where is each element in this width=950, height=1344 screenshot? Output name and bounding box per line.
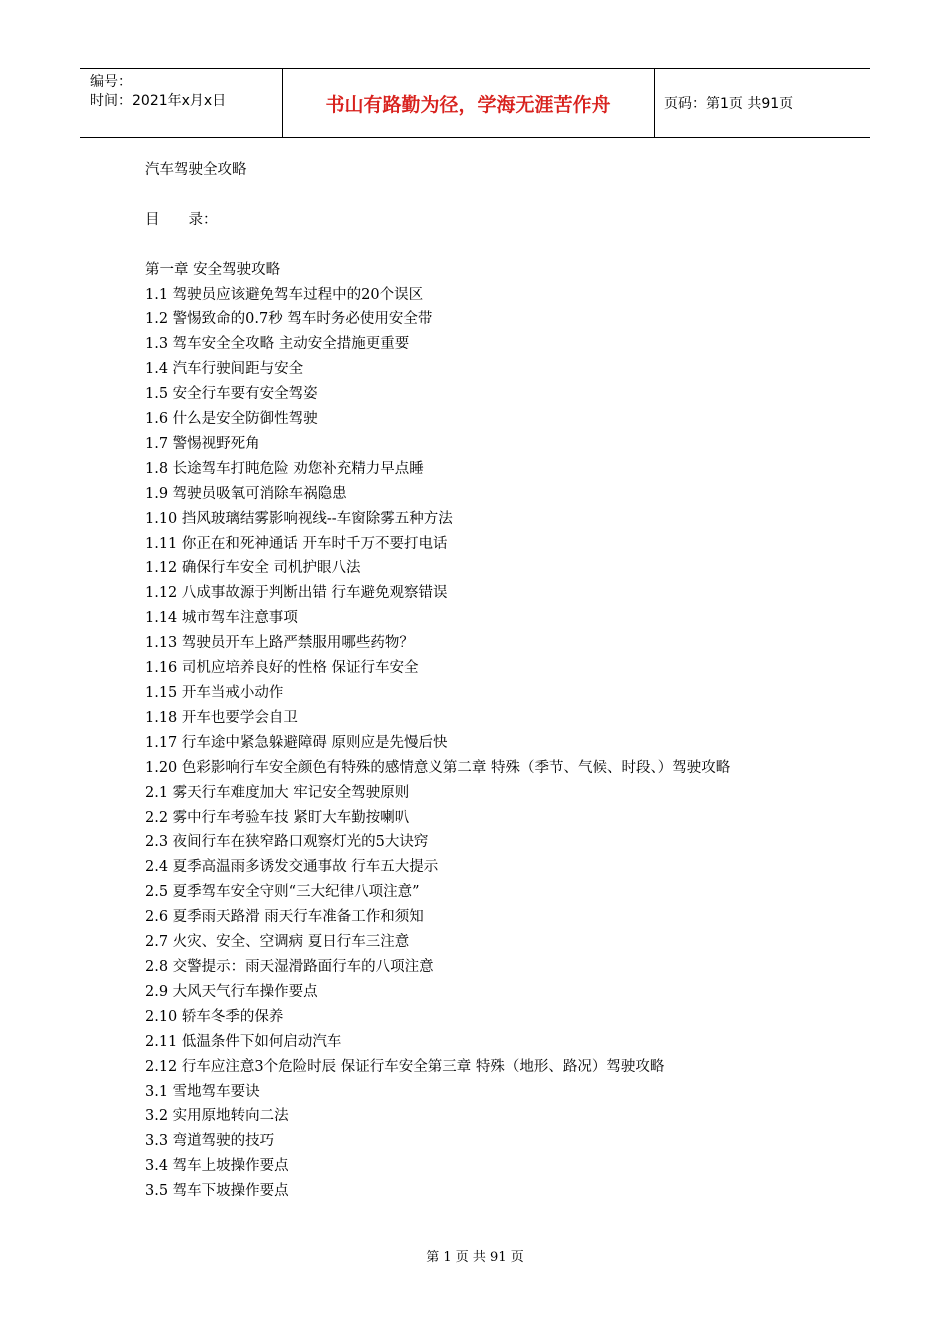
toc-entry: 2.8 交警提示：雨天湿滑路面行车的八项注意 (145, 958, 434, 975)
header-meta (90, 73, 226, 111)
toc-entry: 第一章 安全驾驶攻略 (145, 261, 281, 278)
toc-entry: 1.12 确保行车安全 司机护眼八法 (145, 560, 361, 577)
serial-number-label: 编号： (90, 74, 132, 90)
header-motto: 书山有路勤为径，学海无涯苦作舟 (325, 93, 611, 116)
toc-entry: 1.17 行车途中紧急躲避障碍 原则应是先慢后快 (145, 734, 448, 751)
header-divider (654, 69, 655, 137)
toc-entry: 3.4 驾车上坡操作要点 (145, 1158, 289, 1175)
document-body (145, 158, 815, 1204)
toc-entry: 1.16 司机应培养良好的性格 保证行车安全 (145, 660, 419, 677)
toc-entry: 2.5 夏季驾车安全守则“三大纪律八项注意” (145, 884, 420, 901)
toc-entry: 2.3 夜间行车在狭窄路口观察灯光的5大诀窍 (145, 834, 429, 851)
toc-entry: 1.1 驾驶员应该避免驾车过程中的20个误区 (145, 286, 424, 303)
toc-entry: 1.4 汽车行驶间距与安全 (145, 361, 304, 378)
header-page-info: 页码：第1页 共91页 (664, 96, 794, 112)
toc-entry: 1.10 挡风玻璃结雾影响视线--车窗除雾五种方法 (145, 510, 453, 527)
toc-heading: 目 录： (145, 211, 218, 228)
toc-list (145, 258, 815, 1204)
toc-entry: 2.7 火灾、安全、空调病 夏日行车三注意 (145, 934, 410, 951)
toc-entry: 1.2 警惕致命的0.7秒 驾车时务必使用安全带 (145, 311, 433, 328)
toc-entry: 1.8 长途驾车打盹危险 劝您补充精力早点睡 (145, 460, 424, 477)
toc-entry: 2.6 夏季雨天路滑 雨天行车准备工作和须知 (145, 909, 424, 926)
page-footer: 第 1 页 共 91 页 (426, 1250, 524, 1265)
document-header (80, 68, 870, 138)
toc-entry: 1.9 驾驶员吸氧可消除车祸隐患 (145, 485, 347, 502)
toc-entry: 2.12 行车应注意3个危险时辰 保证行车安全第三章 特殊（地形、路况）驾驶攻略 (145, 1058, 665, 1075)
toc-entry: 1.6 什么是安全防御性驾驶 (145, 411, 318, 428)
document-title: 汽车驾驶全攻略 (145, 162, 247, 178)
toc-entry: 1.14 城市驾车注意事项 (145, 610, 298, 627)
toc-entry: 2.4 夏季高温雨多诱发交通事故 行车五大提示 (145, 859, 439, 876)
toc-entry: 2.11 低温条件下如何启动汽车 (145, 1033, 342, 1050)
toc-entry: 1.20 色彩影响行车安全颜色有特殊的感情意义第二章 特殊（季节、气候、时段、）驾驶攻略 (145, 759, 731, 776)
toc-entry: 3.5 驾车下坡操作要点 (145, 1183, 289, 1200)
toc-entry: 3.2 实用原地转向二法 (145, 1108, 289, 1125)
toc-entry: 1.5 安全行车要有安全驾姿 (145, 386, 318, 403)
toc-entry: 2.10 轿车冬季的保养 (145, 1008, 284, 1025)
time-label: 时间：2021年x月x日 (90, 93, 227, 109)
toc-entry: 1.18 开车也要学会自卫 (145, 709, 298, 726)
spacer (145, 183, 815, 208)
spacer (145, 233, 815, 258)
toc-entry: 3.3 弯道驾驶的技巧 (145, 1133, 275, 1150)
toc-entry: 1.7 警惕视野死角 (145, 435, 260, 452)
toc-entry: 1.15 开车当戒小动作 (145, 685, 284, 701)
toc-entry: 2.2 雾中行车考验车技 紧盯大车勤按喇叭 (145, 809, 410, 826)
toc-entry: 1.3 驾车安全全攻略 主动安全措施更重要 (145, 336, 410, 353)
toc-entry: 1.13 驾驶员开车上路严禁服用哪些药物？ (145, 635, 414, 652)
toc-entry: 3.1 雪地驾车要诀 (145, 1083, 260, 1100)
toc-entry: 2.1 雾天行车难度加大 牢记安全驾驶原则 (145, 784, 410, 801)
toc-entry: 1.11 你正在和死神通话 开车时千万不要打电话 (145, 535, 448, 552)
toc-entry: 1.12 八成事故源于判断出错 行车避免观察错误 (145, 585, 448, 602)
toc-entry: 2.9 大风天气行车操作要点 (145, 983, 318, 1000)
